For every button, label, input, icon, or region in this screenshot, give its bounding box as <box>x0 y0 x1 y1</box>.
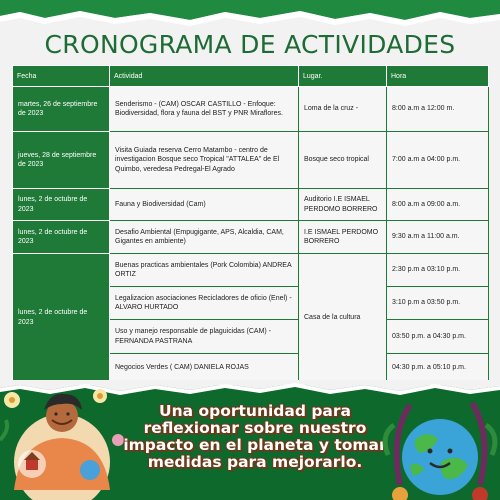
row-date: jueves, 28 de septiembre de 2023 <box>13 132 110 189</box>
schedule-table <box>12 65 489 382</box>
row-activity: Fauna y Biodiversidad (Cam) <box>110 189 299 221</box>
table-row <box>13 254 489 287</box>
row-place: I.E ISMAEL PERDOMO BORRERO <box>299 221 387 254</box>
table-header-row <box>13 66 489 87</box>
row-activity: Senderismo - (CAM) OSCAR CASTILLO - Enfoque: Biodiversidad, flora y fauna del BST y PNR Miraflores. <box>110 87 299 132</box>
reflection-message: Una oportunidad para reflexionar sobre nuestro impacto en el planeta y tomar medidas para mejorarlo. <box>123 402 387 471</box>
page-title: CRONOGRAMA DE ACTIVIDADES <box>44 30 456 59</box>
table-row <box>13 221 489 254</box>
row-activity: Uso y manejo responsable de plaguicidas (CAM) - FERNANDA PASTRANA <box>110 320 299 354</box>
row-activity: Negocios Verdes ( CAM) DANIELA ROJAS <box>110 354 299 382</box>
table-row <box>13 189 489 221</box>
row-date: martes, 26 de septiembre de 2023 <box>13 87 110 132</box>
row-place: Bosque seco tropical <box>299 132 387 189</box>
group-date: lunes, 2 de octubre de 2023 <box>13 254 110 382</box>
row-activity: Visita Guiada reserva Cerro Matambo - centro de investigacion Bosque seco Tropical "ATTALEA" de El Quimbo, veredesa Pedregal-El Agrado <box>110 132 299 189</box>
earth-globe-illustration <box>380 395 500 500</box>
header-fecha: Fecha <box>13 66 110 87</box>
row-place: Loma de la cruz - <box>299 87 387 132</box>
row-time: 3:10 p.m a 03:50 p.m. <box>387 287 489 320</box>
row-time: 8:00 a.m a 12:00 m. <box>387 87 489 132</box>
row-activity: Buenas practicas ambientales (Pork Colombia) ANDREA ORTIZ <box>110 254 299 287</box>
row-time: 7:00 a.m a 04:00 p.m. <box>387 132 489 189</box>
row-date: lunes, 2 de octubre de 2023 <box>13 221 110 254</box>
row-time: 9:30 a.m a 11:00 a.m. <box>387 221 489 254</box>
group-place: Casa de la cultura <box>299 254 387 382</box>
header-actividad: Actividad <box>110 66 299 87</box>
header-lugar: Lugar. <box>299 66 387 87</box>
row-time: 2:30 p.m a 03:10 p.m. <box>387 254 489 287</box>
row-activity: Legalizacion asociaciones Recicladores de oficio (Enel) - ALVARO HURTADO <box>110 287 299 320</box>
row-place: Auditorio I.E ISMAEL PERDOMO BORRERO <box>299 189 387 221</box>
row-time: 03:50 p.m. a 04:30 p.m. <box>387 320 489 354</box>
header-hora: Hora <box>387 66 489 87</box>
row-time: 04:30 p.m. a 05:10 p.m. <box>387 354 489 382</box>
table-row <box>13 132 489 189</box>
table-row <box>13 87 489 132</box>
row-date: lunes, 2 de octubre de 2023 <box>13 189 110 221</box>
row-activity: Desafio Ambiental (Empugigante, APS, Alcaldia, CAM, Gigantes en ambiente) <box>110 221 299 254</box>
row-time: 8:00 a.m a 09:00 a.m. <box>387 189 489 221</box>
